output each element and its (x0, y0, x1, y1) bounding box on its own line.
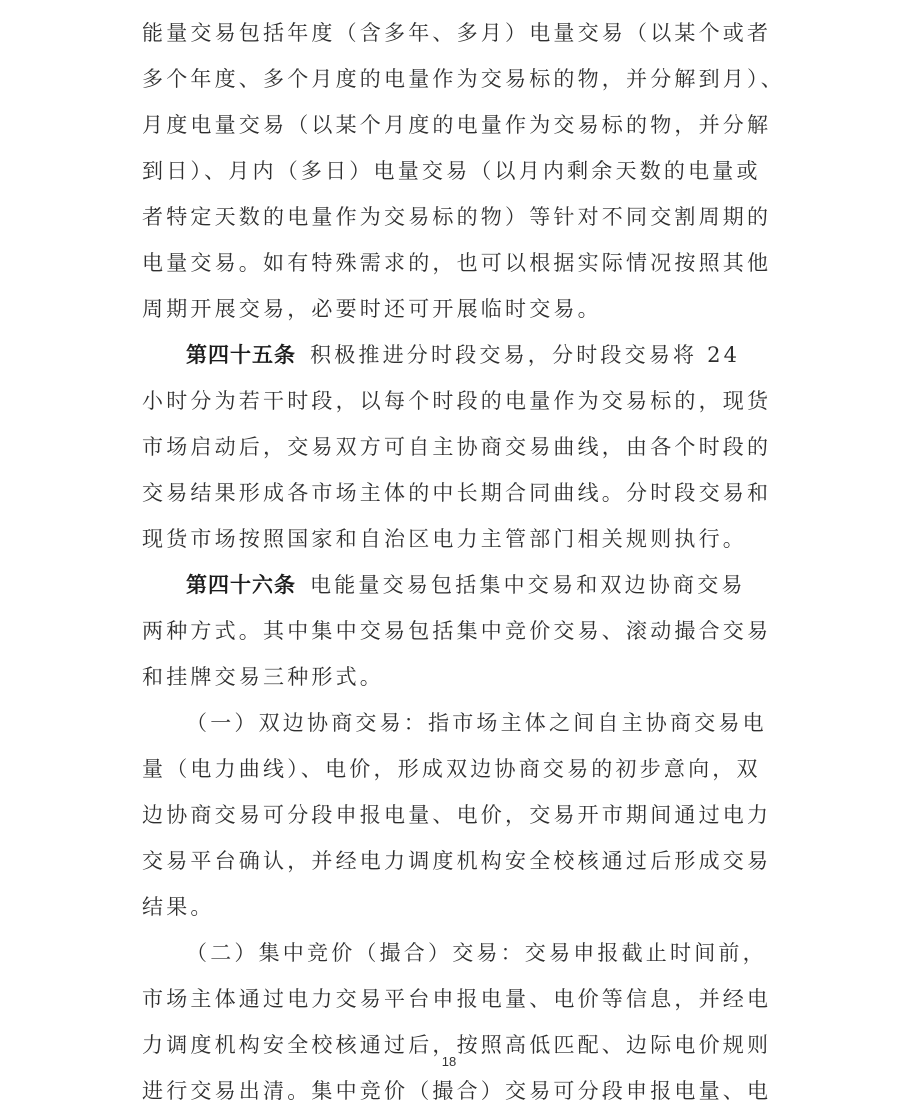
page-number: 18 (441, 1054, 457, 1069)
text-line: 到日）、月内（多日）电量交易（以月内剩余天数的电量或 (142, 159, 761, 183)
text-line: 进行交易出清。集中竞价（撮合）交易可分段申报电量、电 (142, 1079, 772, 1103)
text-line: 两种方式。其中集中交易包括集中竞价交易、滚动撮合交易 (142, 619, 772, 643)
text-line: 力调度机构安全校核通过后，按照高低匹配、边际电价规则 (142, 1033, 772, 1057)
paragraph-continuation (142, 10, 785, 332)
text-line: 结果。 (142, 895, 215, 919)
article-first-line (142, 562, 768, 608)
text-line: 电能量交易包括集中交易和双边协商交易 (310, 573, 746, 597)
text-line: 电量交易。如有特殊需求的，也可以根据实际情况按照其他 (142, 251, 772, 275)
text-line: （二）集中竞价（撮合）交易：交易申报截止时间前， (186, 941, 767, 965)
text-line: 多个年度、多个月度的电量作为交易标的物，并分解到月）、 (142, 67, 785, 91)
text-line: 交易结果形成各市场主体的中长期合同曲线。分时段交易和 (142, 481, 772, 505)
article-46 (142, 562, 772, 700)
article-number: 第四十五条 (186, 343, 296, 367)
text-line: 能量交易包括年度（含多年、多月）电量交易（以某个或者 (142, 21, 772, 45)
text-line: 小时分为若干时段，以每个时段的电量作为交易标的，现货 (142, 389, 772, 413)
text-line: 月度电量交易（以某个月度的电量作为交易标的物，并分解 (142, 113, 772, 137)
text-line: 交易平台确认，并经电力调度机构安全校核通过后形成交易 (142, 849, 772, 873)
text-line: 市场主体通过电力交易平台申报电量、电价等信息，并经电 (142, 987, 772, 1011)
document-body (142, 10, 785, 1114)
item-centralized-bidding (142, 930, 772, 1114)
article-first-line (142, 332, 768, 378)
text-line: 和挂牌交易三种形式。 (142, 665, 384, 689)
text-line: 积极推进分时段交易，分时段交易将 24 (310, 343, 741, 367)
text-line: 量（电力曲线）、电价，形成双边协商交易的初步意向，双 (142, 757, 761, 781)
article-45 (142, 332, 772, 562)
article-number: 第四十六条 (186, 573, 296, 597)
text-line: 现货市场按照国家和自治区电力主管部门相关规则执行。 (142, 527, 747, 551)
text-line: 市场启动后，交易双方可自主协商交易曲线，由各个时段的 (142, 435, 772, 459)
text-line: （一）双边协商交易：指市场主体之间自主协商交易电 (186, 711, 767, 735)
item-bilateral-negotiation (142, 700, 772, 930)
text-line: 边协商交易可分段申报电量、电价，交易开市期间通过电力 (142, 803, 772, 827)
text-line: 者特定天数的电量作为交易标的物）等针对不同交割周期的 (142, 205, 772, 229)
text-line: 周期开展交易，必要时还可开展临时交易。 (142, 297, 602, 321)
